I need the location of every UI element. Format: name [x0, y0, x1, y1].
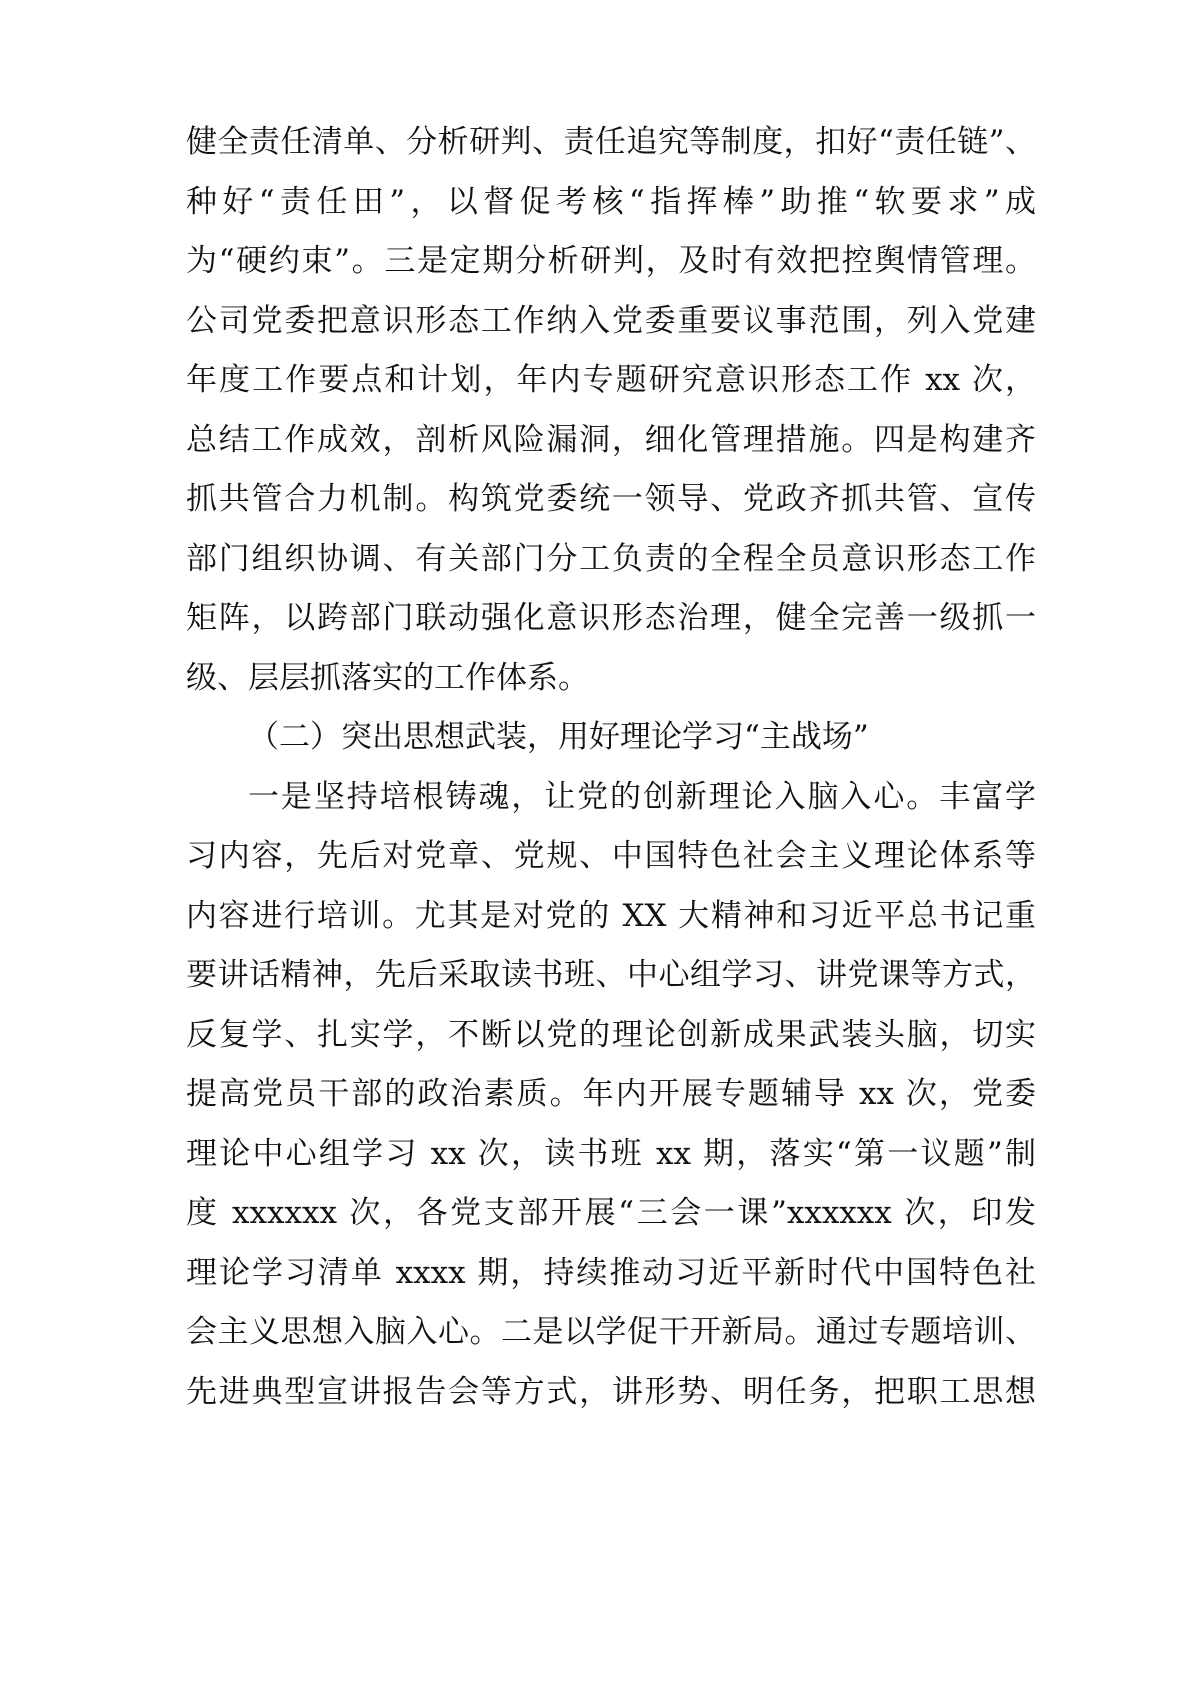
- paragraph-line: 提高党员干部的政治素质。年内开展专题辅导 xx 次，党委: [186, 1076, 1036, 1112]
- body-text: [186, 113, 1036, 1422]
- paragraph-line: 健全责任清单、分析研判、责任追究等制度，扣好“责任链”、: [186, 124, 1036, 160]
- section-heading: （二）突出思想武装，用好理论学习“主战场”: [248, 719, 869, 755]
- paragraph-line: 先进典型宣讲报告会等方式，讲形势、明任务，把职工思想: [186, 1373, 1036, 1410]
- paragraph-line: 度 xxxxxx 次，各党支部开展“三会一课”xxxxxx 次，印发: [186, 1195, 1036, 1231]
- paragraph-line: 要讲话精神，先后采取读书班、中心组学习、讲党课等方式，: [186, 957, 1036, 993]
- paragraph-line: 理论学习清单 xxxx 期，持续推动习近平新时代中国特色社: [186, 1254, 1036, 1291]
- paragraph-line: 一是坚持培根铸魂，让党的创新理论入脑入心。丰富学: [248, 778, 1036, 815]
- paragraph-line: 习内容，先后对党章、党规、中国特色社会主义理论体系等: [186, 838, 1036, 874]
- paragraph-line: 会主义思想入脑入心。二是以学促干开新局。通过专题培训、: [186, 1314, 1036, 1350]
- paragraph-line: 种好“责任田”，以督促考核“指挥棒”助推“软要求”成: [186, 183, 1036, 220]
- paragraph-line: 公司党委把意识形态工作纳入党委重要议事范围，列入党建: [186, 302, 1036, 339]
- paragraph-line: 理论中心组学习 xx 次，读书班 xx 期，落实“第一议题”制: [186, 1135, 1036, 1172]
- paragraph-line: 矩阵，以跨部门联动强化意识形态治理，健全完善一级抓一: [186, 600, 1036, 636]
- paragraph-line: 抓共管合力机制。构筑党委统一领导、党政齐抓共管、宣传: [186, 481, 1036, 517]
- paragraph-line: 反复学、扎实学，不断以党的理论创新成果武装头脑，切实: [186, 1016, 1036, 1053]
- paragraph-line: 内容进行培训。尤其是对党的 XX 大精神和习近平总书记重: [186, 897, 1036, 934]
- paragraph-line: 部门组织协调、有关部门分工负责的全程全员意识形态工作: [186, 540, 1036, 577]
- paragraph-line: 为“硬约束”。三是定期分析研判，及时有效把控舆情管理。: [186, 243, 1036, 279]
- paragraph-line: 总结工作成效，剖析风险漏洞，细化管理措施。四是构建齐: [186, 421, 1036, 458]
- paragraph-line: 级、层层抓落实的工作体系。: [186, 659, 589, 696]
- paragraph-line: 年度工作要点和计划，年内专题研究意识形态工作 xx 次，: [186, 362, 1036, 398]
